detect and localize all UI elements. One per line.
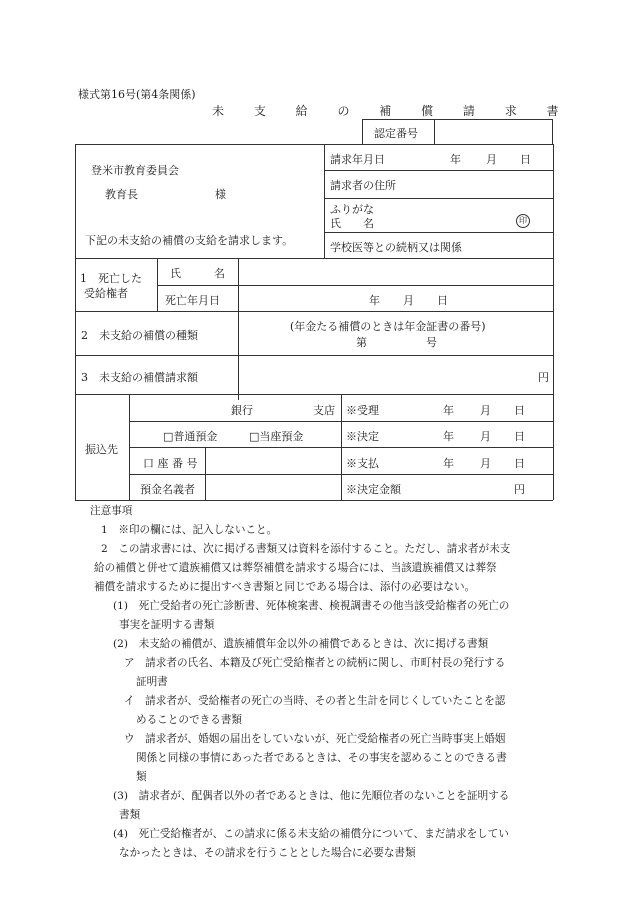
pension-cert-note: (年金たる補償のときは年金証書の番号) <box>290 320 486 333</box>
claim-date-month: 月 <box>486 153 497 166</box>
addressee-person: 教育長 <box>105 188 138 201</box>
note-p4-line1: (4) 死亡受給権者が、この請求に係る未支給の補償分について、まだ請求をしてい <box>113 828 509 840</box>
transfer-label: 振込先 <box>85 443 118 456</box>
section2-label: 2 未支給の補償の種類 <box>81 329 198 342</box>
decided-day: 日 <box>514 430 525 443</box>
note-i-line2: めることのできる書類 <box>136 714 242 726</box>
claim-date-day: 日 <box>520 153 531 166</box>
note-2-line1: 2 この請求書には、次に掲げる書類又は資料を添付すること。ただし、請求者が未支 <box>101 543 511 555</box>
note-2-line3: 補償を請求するために提出すべき書類と同じである場合は、添付の必要はない。 <box>94 581 476 593</box>
note-a-line2: 証明書 <box>136 676 168 688</box>
cert-number-value[interactable] <box>440 125 546 139</box>
addressee-honorific: 様 <box>215 188 226 201</box>
form-number: 様式第16号(第4条関係) <box>78 88 196 101</box>
branch-label: 支店 <box>313 404 335 417</box>
bank-label: 銀行 <box>231 404 253 417</box>
request-text: 下記の未支給の補償の支給を請求します。 <box>85 234 294 247</box>
ordinary-savings-checkbox[interactable]: □普通預金 <box>163 430 218 443</box>
decided-amount-label: ※決定金額 <box>346 483 401 496</box>
death-date-day: 日 <box>437 294 448 307</box>
note-a-line1: ア 請求者の氏名、本籍及び死亡受給権者との続柄に関し、市町村長の発行する <box>124 657 506 669</box>
death-date-month: 月 <box>403 294 414 307</box>
note-p1-line2: 事実を証明する書類 <box>119 619 215 631</box>
received-day: 日 <box>514 404 525 417</box>
decided-month: 月 <box>480 430 491 443</box>
received-month: 月 <box>480 404 491 417</box>
note-p4-line2: なかったときは、その請求を行うこととした場合に必要な書類 <box>119 847 416 859</box>
claimant-name-label: 氏 名 <box>330 217 374 230</box>
paid-year: 年 <box>443 457 454 470</box>
account-holder-label: 預金名義者 <box>140 483 195 496</box>
claim-date-year: 年 <box>450 153 461 166</box>
claim-amount-yen: 円 <box>538 371 549 384</box>
pension-cert-go: 号 <box>426 336 437 349</box>
decided-year: 年 <box>443 430 454 443</box>
note-u-line2: 関係と同様の事情にあった者であるときは、その事実を認めることのできる書 <box>136 752 507 764</box>
deceased-name-label: 氏 名 <box>170 267 225 280</box>
notes-heading: 注意事項 <box>90 505 133 517</box>
relation-label: 学校医等との続柄又は関係 <box>330 241 462 254</box>
received-year: 年 <box>443 404 454 417</box>
claimant-address-label: 請求者の住所 <box>330 179 396 192</box>
account-number-label: 口 座 番 号 <box>143 457 198 470</box>
decided-amount-yen: 円 <box>514 483 525 496</box>
paid-day: 日 <box>514 457 525 470</box>
death-date-label: 死亡年月日 <box>165 294 220 307</box>
document-title: 未 支 給 の 補 償 請 求 書 <box>212 104 572 118</box>
pension-cert-dai: 第 <box>356 336 367 349</box>
note-p3-line2: 書類 <box>119 809 141 821</box>
addressee-org: 登米市教育委員会 <box>91 164 179 177</box>
note-p2-line1: (2) 未支給の補償が、遺族補償年金以外の補償であるときは、次に掲げる書類 <box>113 638 489 650</box>
paid-label: ※支払 <box>346 457 379 470</box>
paid-month: 月 <box>480 457 491 470</box>
note-u-line3: 類 <box>136 771 147 783</box>
cert-number-label: 認定番号 <box>374 127 418 140</box>
death-date-year: 年 <box>369 294 380 307</box>
note-p1-line1: (1) 死亡受給者の死亡診断書、死体検案書、検視調書その他当該受給権者の死亡の <box>113 600 510 612</box>
current-savings-checkbox[interactable]: □当座預金 <box>249 430 304 443</box>
note-2-line2: 給の補償と併せて遺族補償又は葬祭補償を請求する場合には、当該遺族補償又は葬祭 <box>94 562 497 574</box>
section1-label-line1: 1 死亡した <box>80 272 142 285</box>
decided-label: ※決定 <box>346 430 379 443</box>
seal-icon: 印 <box>516 214 530 228</box>
note-i-line1: イ 請求者が、受給権者の死亡の当時、その者と生計を同じくしていたことを認 <box>124 695 506 707</box>
note-u-line1: ウ 請求者が、婚姻の届出をしていないが、死亡受給権者の死亡当時事実上婚姻 <box>124 733 506 745</box>
furigana-label: ふりがな <box>330 203 374 216</box>
claim-date-label: 請求年月日 <box>330 153 385 166</box>
note-p3-line1: (3) 請求者が、配偶者以外の者であるときは、他に先順位者のないことを証明する <box>113 790 510 802</box>
section3-label: 3 未支給の補償請求額 <box>81 371 198 384</box>
note-1: 1 ※印の欄には、記入しないこと。 <box>101 524 278 536</box>
received-label: ※受理 <box>346 404 379 417</box>
section1-label-line2: 受給権者 <box>84 287 128 300</box>
